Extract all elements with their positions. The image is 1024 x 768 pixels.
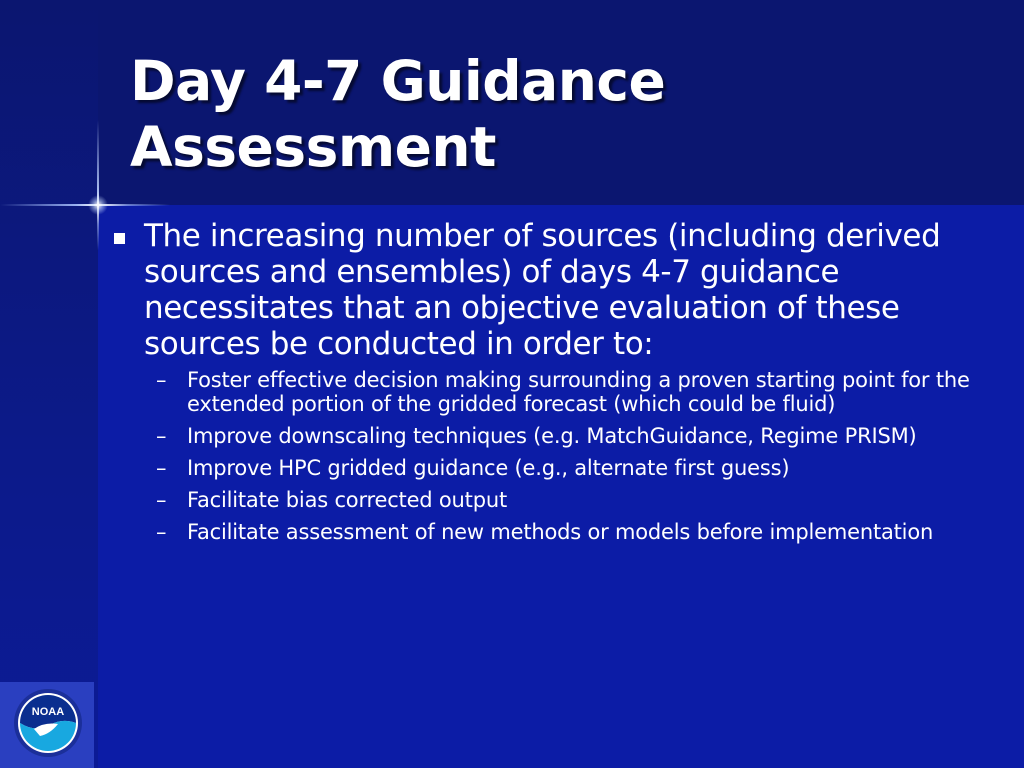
noaa-logo-graphic (0, 682, 94, 768)
sub-bullet-item (106, 368, 986, 416)
sparkle-star-icon (88, 195, 108, 215)
dash-bullet: – (156, 520, 167, 544)
sub-bullet-item (106, 488, 986, 512)
dash-bullet: – (156, 488, 167, 512)
sub-bullet-item (106, 456, 986, 480)
sub-bullet-list (106, 368, 986, 544)
left-band (0, 0, 98, 768)
sub-bullet-text: Improve downscaling techniques (e.g. MatchGuidance, Regime PRISM) (187, 424, 917, 448)
noaa-logo-text: NOAA (31, 706, 65, 718)
dash-bullet: – (156, 456, 167, 480)
sub-bullet-text: Improve HPC gridded guidance (e.g., alternate first guess) (187, 456, 790, 480)
sparkle-vertical-line (97, 120, 99, 250)
bullet-text: The increasing number of sources (including derived sources and ensembles) of days 4-7 guidance necessitates that an objective evaluation of these sources be conducted in order to: (144, 218, 941, 362)
square-bullet-icon (114, 233, 125, 244)
slide-title: Day 4-7 Guidance Assessment (130, 49, 666, 179)
dash-bullet: – (156, 368, 167, 392)
sparkle-horizontal-line (0, 204, 170, 206)
sub-bullet-item (106, 424, 986, 448)
noaa-logo-icon (0, 682, 94, 768)
sub-bullet-text: Foster effective decision making surrounding a proven starting point for the extended portion of the gridded forecast (which could be fluid) (187, 368, 970, 416)
slide-content (106, 218, 986, 552)
dash-bullet: – (156, 424, 167, 448)
sub-bullet-text: Facilitate assessment of new methods or models before implementation (187, 520, 934, 544)
bullet-item (106, 218, 986, 362)
sub-bullet-item (106, 520, 986, 544)
sub-bullet-text: Facilitate bias corrected output (187, 488, 507, 512)
